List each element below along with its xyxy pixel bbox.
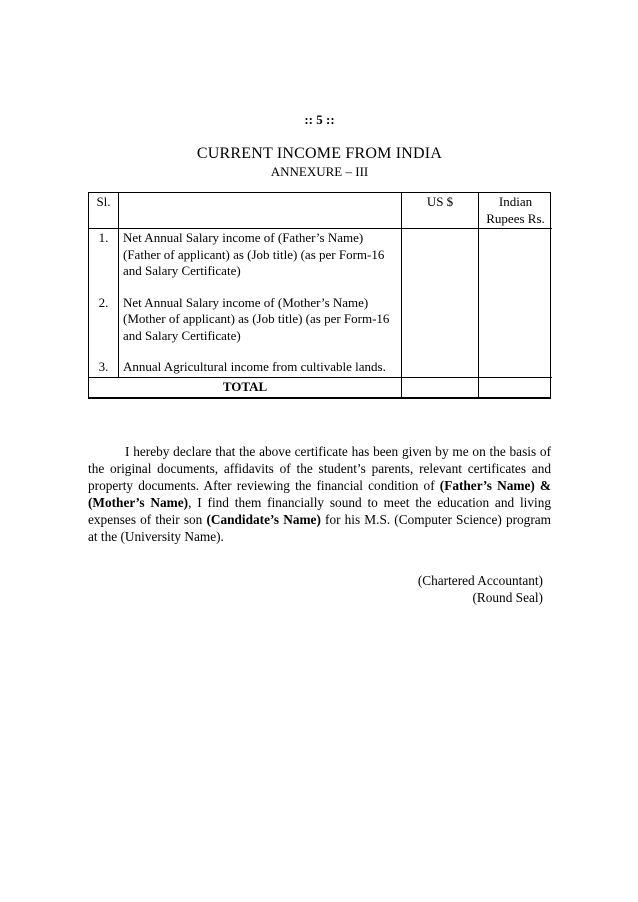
doc-title: CURRENT INCOME FROM INDIA (196, 145, 443, 162)
header-cell-description (118, 193, 401, 229)
row-gap (401, 281, 478, 294)
total-usd-cell (401, 377, 478, 398)
row-gap (118, 281, 401, 294)
row-description: Net Annual Salary income of (Mother’s Name) (Mother of applicant) as (Job title) (as per Form-16 and Salary Certificate) (118, 294, 401, 346)
total-inr-cell (478, 377, 552, 398)
declaration-segment: for his M.S. (Computer Science) program at the (University Name). (88, 512, 551, 544)
annexure-subtitle: ANNEXURE – III (270, 164, 369, 179)
page-number: :: 5 :: (304, 112, 335, 127)
inr-value-cell (478, 229, 552, 281)
row-number: 2. (98, 294, 109, 310)
row-gap (478, 345, 552, 358)
row-gap (478, 281, 552, 294)
row-description: Annual Agricultural income from cultivable lands. (118, 358, 401, 377)
income-table (88, 192, 551, 399)
usd-value-cell (401, 358, 478, 377)
row-gap (89, 281, 118, 294)
declaration-segment: I hereby declare that the above certificate has been given by me on the basis of the original documents, affidavits of the student’s parents, relevant certificates and property documents. After reviewing the financial condition of (88, 444, 551, 493)
signature-block (88, 572, 551, 606)
row-gap (401, 345, 478, 358)
row-number: 1. (98, 230, 109, 245)
declaration-segment-bold: (Candidate’s Name) (206, 512, 321, 527)
signature-round-seal: (Round Seal) (472, 590, 543, 605)
total-label: TOTAL (89, 377, 401, 398)
usd-value-cell (401, 294, 478, 346)
declaration-paragraph (88, 443, 551, 545)
header-cell-inr: Indian Rupees Rs. (478, 193, 552, 229)
declaration-segment: , I find them financially sound to meet the education and living expenses of their son (88, 495, 551, 527)
declaration-segment-bold: (Father’s Name) & (Mother’s Name) (88, 478, 552, 510)
row-number: 3. (98, 359, 109, 374)
row-description: Net Annual Salary income of (Father’s Name) (Father of applicant) as (Job title) (as per Form-16 and Salary Certificate) (118, 229, 401, 281)
row-gap (89, 345, 118, 358)
inr-value-cell (478, 358, 552, 377)
header-cell-usd: US $ (401, 193, 478, 229)
row-gap (118, 345, 401, 358)
header-cell-sl: Sl. (89, 193, 118, 229)
inr-value-cell (478, 294, 552, 346)
signature-chartered-accountant: (Chartered Accountant) (417, 573, 543, 588)
usd-value-cell (401, 229, 478, 281)
